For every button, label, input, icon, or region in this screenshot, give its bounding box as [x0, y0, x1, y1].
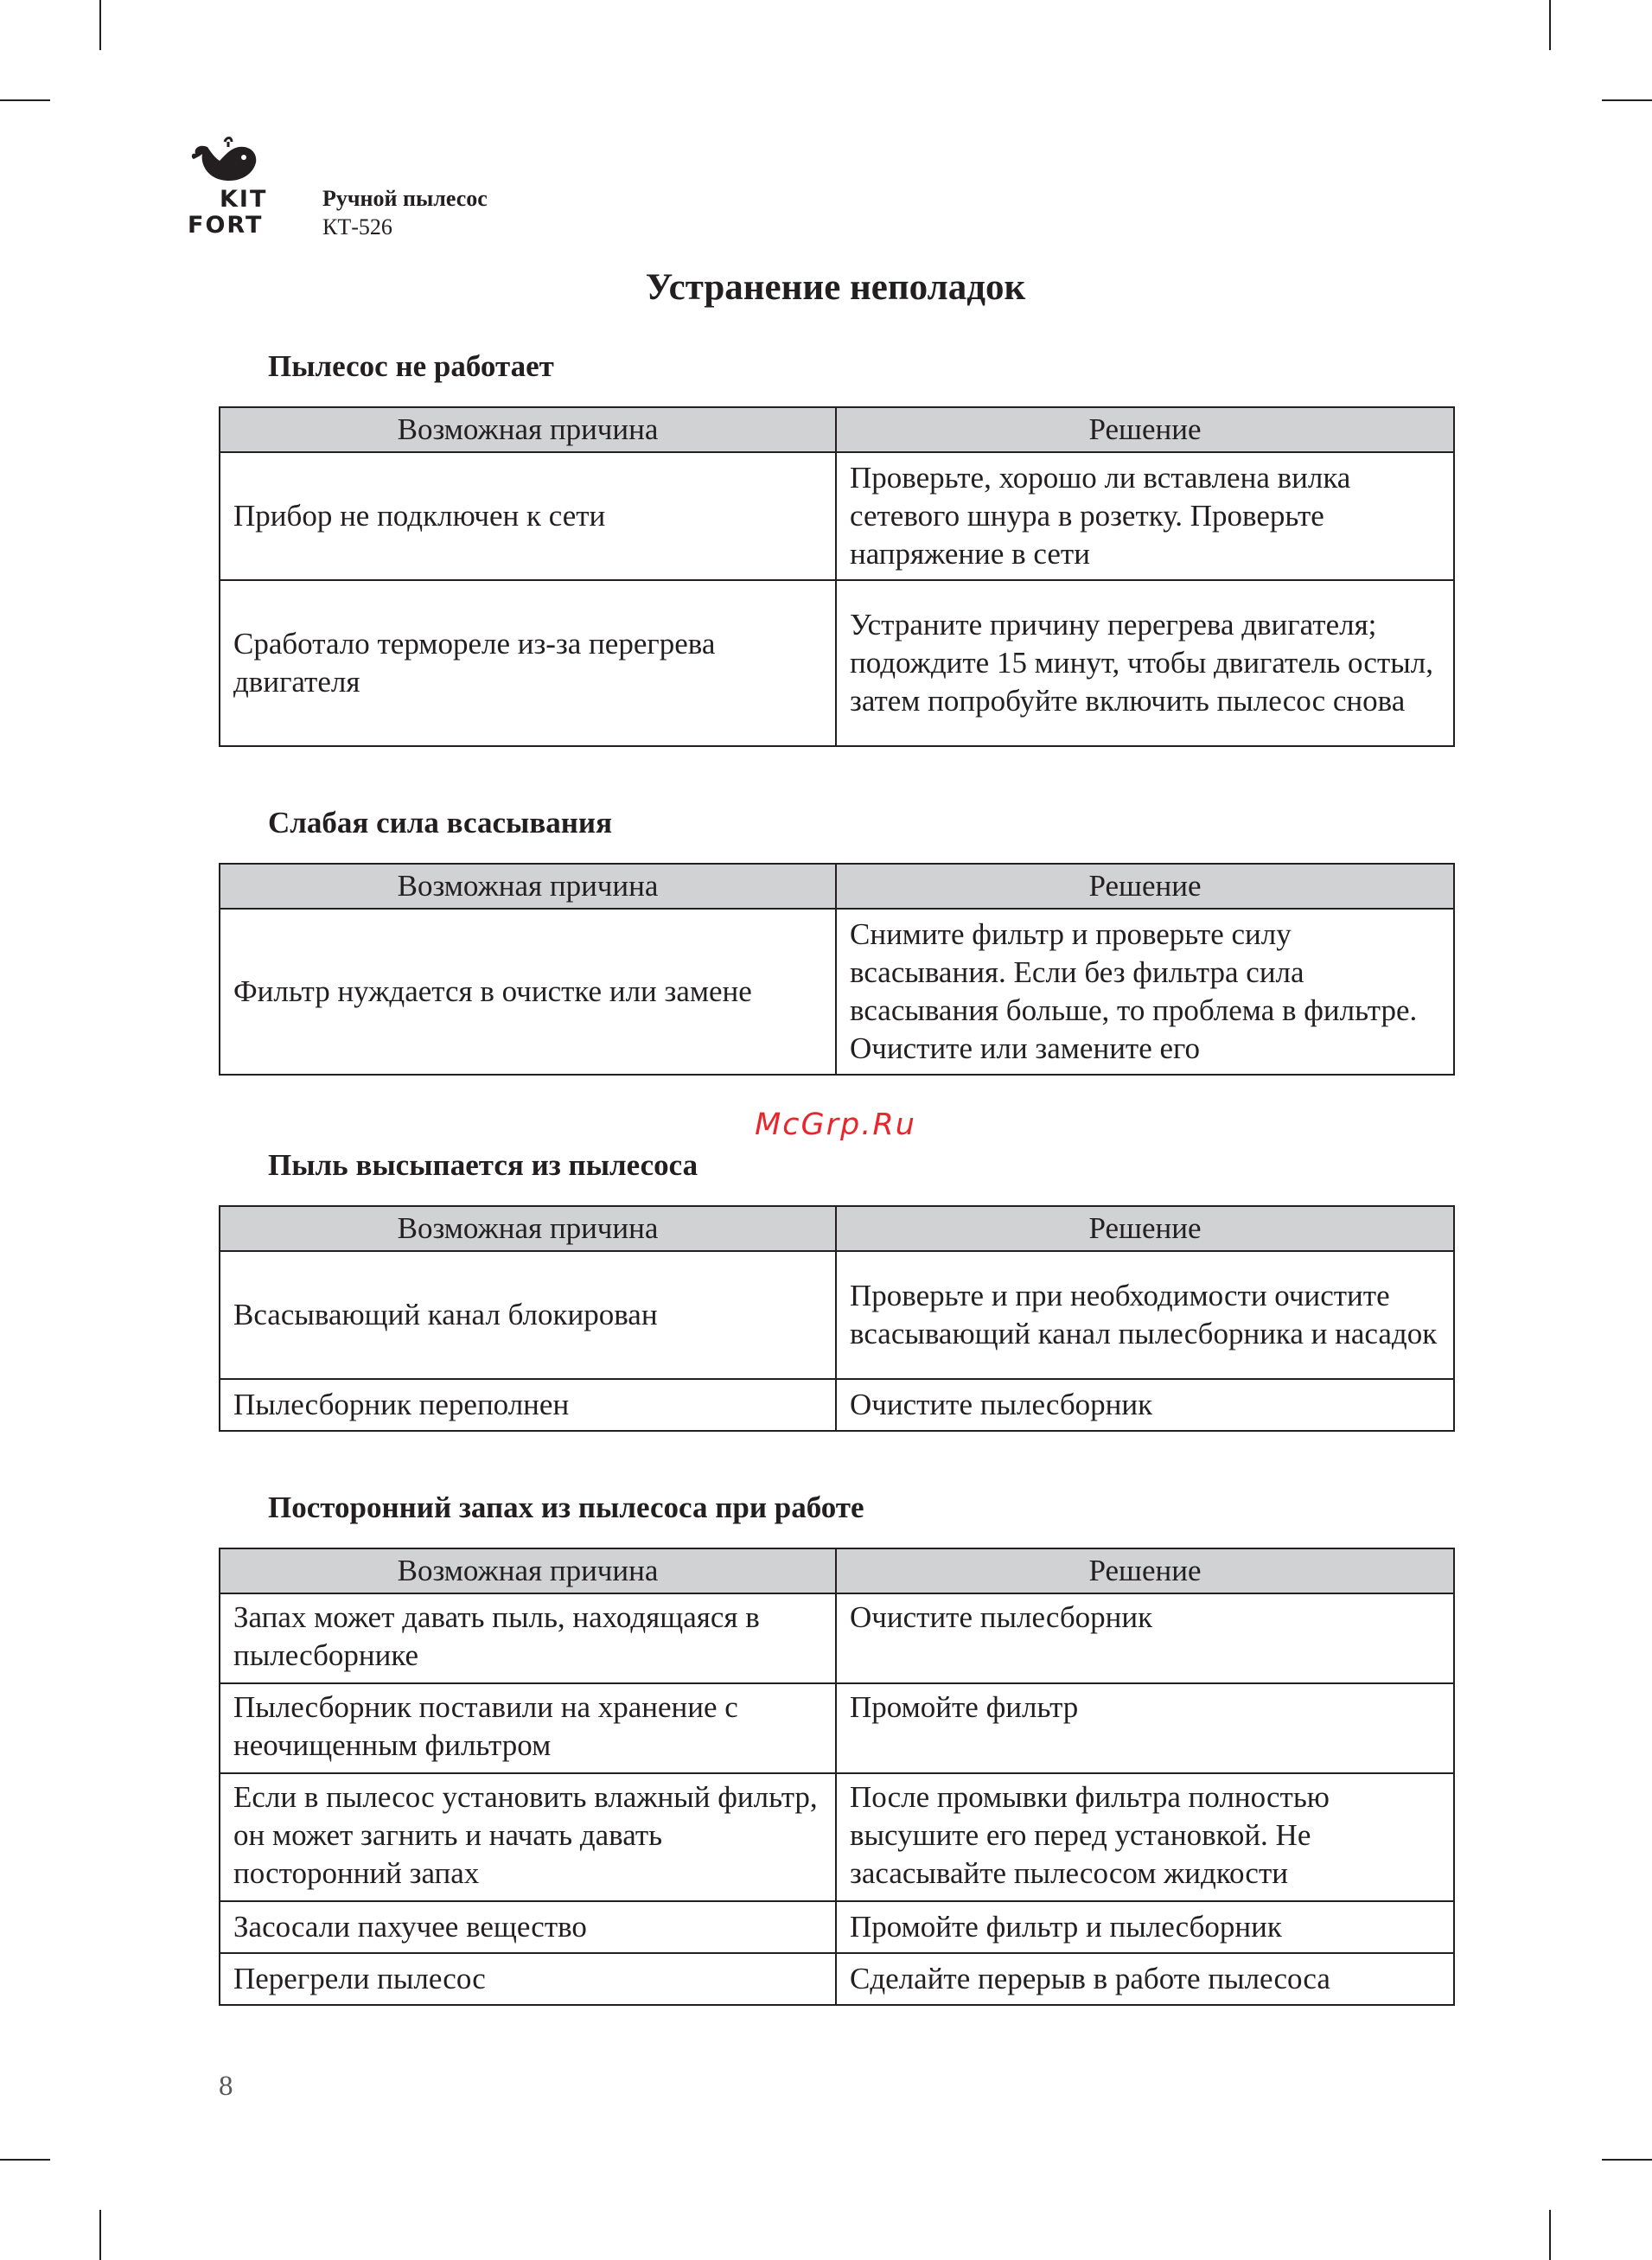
crop-mark: [1602, 2159, 1652, 2161]
solution-cell: Промойте фильтр и пылесборник: [836, 1901, 1454, 1953]
section-title: Посторонний запах из пылесоса при работе: [268, 1491, 864, 1524]
solution-cell: Сделайте перерыв в работе пылесоса: [836, 1953, 1454, 2005]
table-row: [220, 909, 1454, 1075]
table-row: [220, 1251, 1454, 1379]
header-cause: Возможная причина: [220, 1206, 836, 1251]
section-title: Слабая сила всасывания: [268, 806, 613, 840]
table-row: [220, 452, 1454, 580]
cause-cell: Запах может давать пыль, находящаяся в пылесборнике: [220, 1593, 836, 1683]
solution-cell: После промывки фильтра полностью высушите его перед установкой. Не засасывайте пылесосом жидкости: [836, 1773, 1454, 1901]
table-row: [220, 1773, 1454, 1901]
solution-cell: Проверьте и при необходимости очистите всасывающий канал пылесборника и насадок: [836, 1251, 1454, 1379]
solution-cell: Снимите фильтр и проверьте силу всасывания. Если без фильтра сила всасывания больше, то проблема в фильтре. Очистите или замените его: [836, 909, 1454, 1075]
product-name: Ручной пылесос: [322, 186, 488, 211]
crop-mark: [1549, 2210, 1551, 2260]
watermark: McGrp.Ru: [755, 1108, 916, 1142]
table-row: [220, 1683, 1454, 1773]
solution-cell: Устраните причину перегрева двигателя; подождите 15 минут, чтобы двигатель остыл, затем попробуйте включить пылесос снова: [836, 580, 1454, 746]
crop-mark: [0, 2159, 50, 2161]
troubleshooting-table: [219, 1548, 1455, 2006]
header-solution: Решение: [836, 1206, 1454, 1251]
table-row: [220, 1953, 1454, 2005]
solution-cell: Промойте фильтр: [836, 1683, 1454, 1773]
solution-cell: Очистите пылесборник: [836, 1379, 1454, 1431]
brand-wordmark: [188, 186, 268, 239]
table-row: [220, 1593, 1454, 1683]
cause-cell: Засосали пахучее вещество: [220, 1901, 836, 1953]
troubleshooting-table: [219, 1205, 1455, 1432]
cause-cell: Пылесборник поставили на хранение с неочищенным фильтром: [220, 1683, 836, 1773]
section-title: Пылесос не работает: [268, 349, 554, 383]
page-number: 8: [219, 2071, 233, 2102]
crop-mark: [1602, 99, 1652, 101]
crop-mark: [0, 99, 50, 101]
crop-mark: [99, 0, 101, 50]
table-header-row: [220, 407, 1454, 452]
section-title: Пыль высыпается из пылесоса: [268, 1148, 698, 1182]
whale-icon: [190, 137, 258, 187]
header-solution: Решение: [836, 1548, 1454, 1593]
header-cause: Возможная причина: [220, 864, 836, 909]
cause-cell: Всасывающий канал блокирован: [220, 1251, 836, 1379]
header-cause: Возможная причина: [220, 407, 836, 452]
table-header-row: [220, 864, 1454, 909]
cause-cell: Пылесборник переполнен: [220, 1379, 836, 1431]
table-header-row: [220, 1548, 1454, 1593]
brand-logo: [188, 137, 300, 245]
product-model: КТ-526: [322, 214, 392, 239]
cause-cell: Если в пылесос установить влажный фильтр, он может загнить и начать давать посторонний запах: [220, 1773, 836, 1901]
brand-line-1: KIT: [220, 186, 268, 213]
troubleshooting-table: [219, 406, 1455, 747]
crop-mark: [1549, 0, 1551, 50]
table-row: [220, 1901, 1454, 1953]
solution-cell: Очистите пылесборник: [836, 1593, 1454, 1683]
cause-cell: Фильтр нуждается в очистке или замене: [220, 909, 836, 1075]
table-row: [220, 1379, 1454, 1431]
cause-cell: Перегрели пылесос: [220, 1953, 836, 2005]
cause-cell: Сработало термореле из-за перегрева двигателя: [220, 580, 836, 746]
table-row: [220, 580, 1454, 746]
crop-mark: [99, 2210, 101, 2260]
header-solution: Решение: [836, 864, 1454, 909]
brand-line-2: FORT: [188, 212, 264, 239]
solution-cell: Проверьте, хорошо ли вставлена вилка сетевого шнура в розетку. Проверьте напряжение в сети: [836, 452, 1454, 580]
header-solution: Решение: [836, 407, 1454, 452]
table-header-row: [220, 1206, 1454, 1251]
troubleshooting-table: [219, 863, 1455, 1076]
product-info: [322, 184, 488, 241]
cause-cell: Прибор не подключен к сети: [220, 452, 836, 580]
page-title: Устранение неполадок: [645, 267, 1026, 308]
header-cause: Возможная причина: [220, 1548, 836, 1593]
